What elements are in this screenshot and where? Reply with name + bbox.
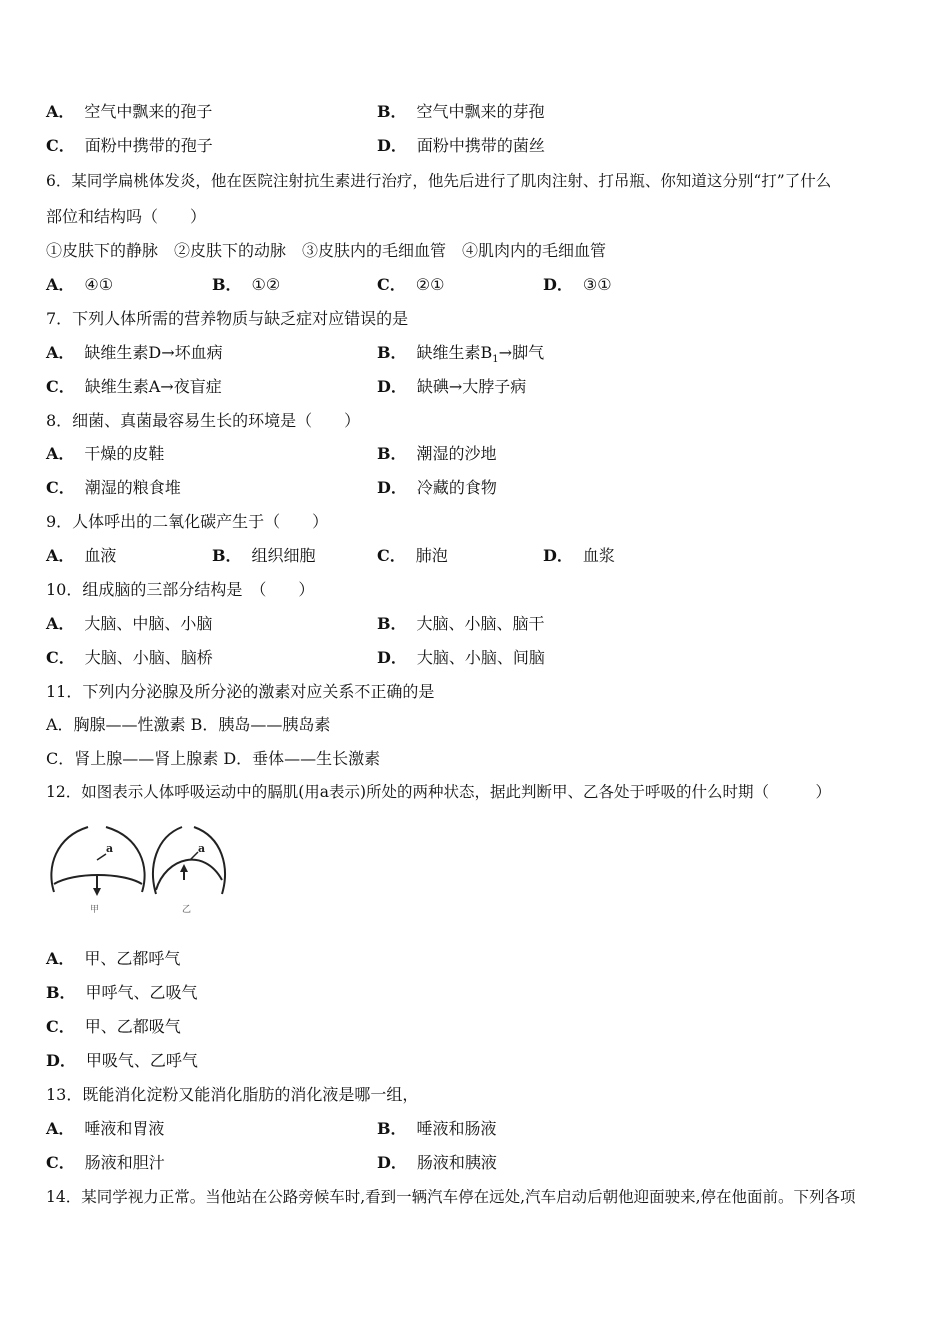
q10-option-d[interactable]: D． 大脑、小脑、间脑 <box>377 648 545 667</box>
q6-choices: ①皮肤下的静脉 ②皮肤下的动脉 ③皮肤内的毛细血管 ④肌肉内的毛细血管 <box>46 241 607 260</box>
q9-option-d[interactable]: D． 血浆 <box>543 546 615 565</box>
q14-stem: 14．某同学视力正常。当他站在公路旁候车时,看到一辆汽车停在远处,汽车启动后朝他迎面驶来,停在他面前。下列各项 <box>46 1188 856 1206</box>
q6-stem-line1: 6．某同学扁桃体发炎，他在医院注射抗生素进行治疗，他先后进行了肌肉注射、打吊瓶、你知道这分别“打”了什么 <box>46 172 832 190</box>
figure-label-a-right: a <box>198 842 206 855</box>
figure-jia <box>51 827 144 914</box>
q9-option-b[interactable]: B． 组织细胞 <box>212 546 316 565</box>
figure-label-a-left: a <box>106 842 114 855</box>
q6-stem-line2: 部位和结构吗（ ） <box>46 207 207 226</box>
q9-option-c[interactable]: C． 肺泡 <box>377 546 448 565</box>
q7-option-d[interactable]: D． 缺碘→大脖子病 <box>377 377 527 396</box>
q13-stem: 13．既能消化淀粉又能消化脂肪的消化液是哪一组， <box>46 1085 419 1104</box>
q7-option-a[interactable]: A． 缺维生素D→坏血病 <box>46 343 223 362</box>
q6-option-b[interactable]: B． ①② <box>212 275 281 294</box>
q8-option-b[interactable]: B． 潮湿的沙地 <box>377 444 497 463</box>
q12-option-c[interactable]: C． 甲、乙都吸气 <box>46 1017 181 1036</box>
q10-stem: 10．组成脑的三部分结构是 （ ） <box>46 580 315 599</box>
q6-option-a[interactable]: A． ④① <box>46 275 114 294</box>
q9-stem: 9．人体呼出的二氧化碳产生于（ ） <box>46 512 329 531</box>
q11-stem: 11．下列内分泌腺及所分泌的激素对应关系不正确的是 <box>46 682 435 701</box>
q12-stem: 12．如图表示人体呼吸运动中的膈肌(用a表示)所处的两种状态，据此判断甲、乙各处于呼吸的什么时期（ ） <box>46 783 832 801</box>
q8-option-d[interactable]: D． 冷藏的食物 <box>377 478 497 497</box>
q11-options-ab: A．胸腺——性激素 B．胰岛——胰岛素 <box>46 715 331 734</box>
q13-option-d[interactable]: D． 肠液和胰液 <box>377 1153 497 1172</box>
q5-option-b[interactable]: B． 空气中飘来的芽孢 <box>377 102 545 121</box>
q9-option-a[interactable]: A． 血液 <box>46 546 117 565</box>
q5-option-d[interactable]: D． 面粉中携带的菌丝 <box>377 136 545 155</box>
figure-caption-left: 甲 <box>90 905 100 914</box>
q7-stem: 7．下列人体所需的营养物质与缺乏症对应错误的是 <box>46 309 409 328</box>
q12-option-d[interactable]: D． 甲吸气、乙呼气 <box>46 1051 198 1070</box>
q5-option-a[interactable]: A． 空气中飘来的孢子 <box>46 102 213 121</box>
q7-option-c[interactable]: C． 缺维生素A→夜盲症 <box>46 377 222 396</box>
q8-option-c[interactable]: C． 潮湿的粮食堆 <box>46 478 181 497</box>
q8-option-a[interactable]: A． 干燥的皮鞋 <box>46 444 165 463</box>
diaphragm-figure <box>44 822 234 914</box>
q12-option-a[interactable]: A． 甲、乙都呼气 <box>46 949 181 968</box>
q13-option-b[interactable]: B． 唾液和肠液 <box>377 1119 497 1138</box>
q5-option-c[interactable]: C． 面粉中携带的孢子 <box>46 136 213 155</box>
q10-option-a[interactable]: A． 大脑、中脑、小脑 <box>46 614 213 633</box>
q13-option-a[interactable]: A． 唾液和胃液 <box>46 1119 165 1138</box>
q7-option-b[interactable]: B． 缺维生素$B_1\to$脚气 <box>377 343 545 366</box>
q8-stem: 8．细菌、真菌最容易生长的环境是（ ） <box>46 411 361 430</box>
figure-caption-right: 乙 <box>182 905 192 914</box>
q12-option-b[interactable]: B． 甲呼气、乙吸气 <box>46 983 198 1002</box>
q10-option-b[interactable]: B． 大脑、小脑、脑干 <box>377 614 545 633</box>
q11-options-cd: C．肾上腺——肾上腺素 D．垂体——生长激素 <box>46 749 381 768</box>
q6-option-c[interactable]: C． ②① <box>377 275 445 294</box>
figure-yi <box>153 827 225 914</box>
q6-option-d[interactable]: D． ③① <box>543 275 612 294</box>
q10-option-c[interactable]: C． 大脑、小脑、脑桥 <box>46 648 213 667</box>
q13-option-c[interactable]: C． 肠液和胆汁 <box>46 1153 165 1172</box>
